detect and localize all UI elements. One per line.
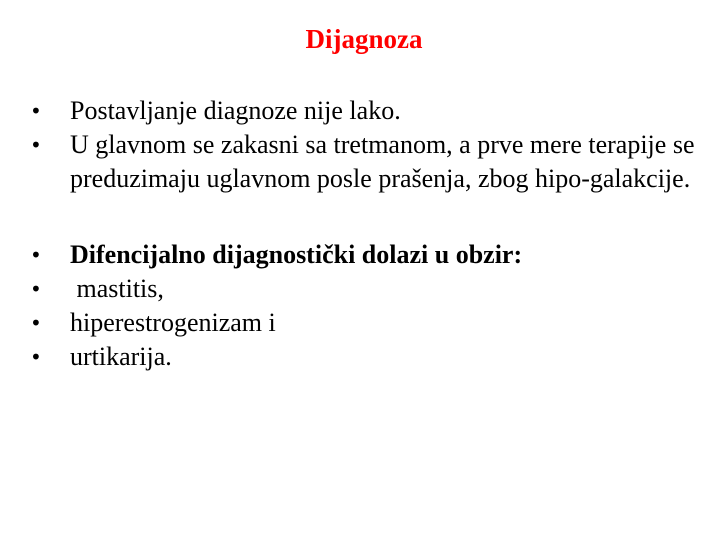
bullet-text: mastitis, [70,274,164,303]
bullet-text: urtikarija. [70,342,172,371]
bullet-text: hiperestrogenizam i [70,308,276,337]
bullet-item [30,128,710,196]
bullet-text-bold: Difencijalno dijagnostički dolazi u obzir: [70,240,523,269]
bullet-marker: • [30,243,42,267]
bullet-text: U glavnom se zakasni sa tretmanom, a prve mere terapije se preduzimaju uglavnom posle prašenja, zbog hipo-galakcije. [70,130,695,193]
bullet-marker: • [30,311,42,335]
bullet-list [30,94,710,374]
bullet-gap [30,196,710,238]
bullet-marker: • [30,99,42,123]
bullet-item [30,272,710,306]
slide-title: Dijagnoza [305,24,423,54]
bullet-marker: • [30,133,42,157]
bullet-item [30,306,710,340]
bullet-item [30,94,710,128]
bullet-text: Postavljanje diagnoze nije lako. [70,96,401,125]
bullet-item [30,340,710,374]
bullet-marker: • [30,277,42,301]
bullet-marker: • [30,345,42,369]
bullet-item [30,238,710,272]
